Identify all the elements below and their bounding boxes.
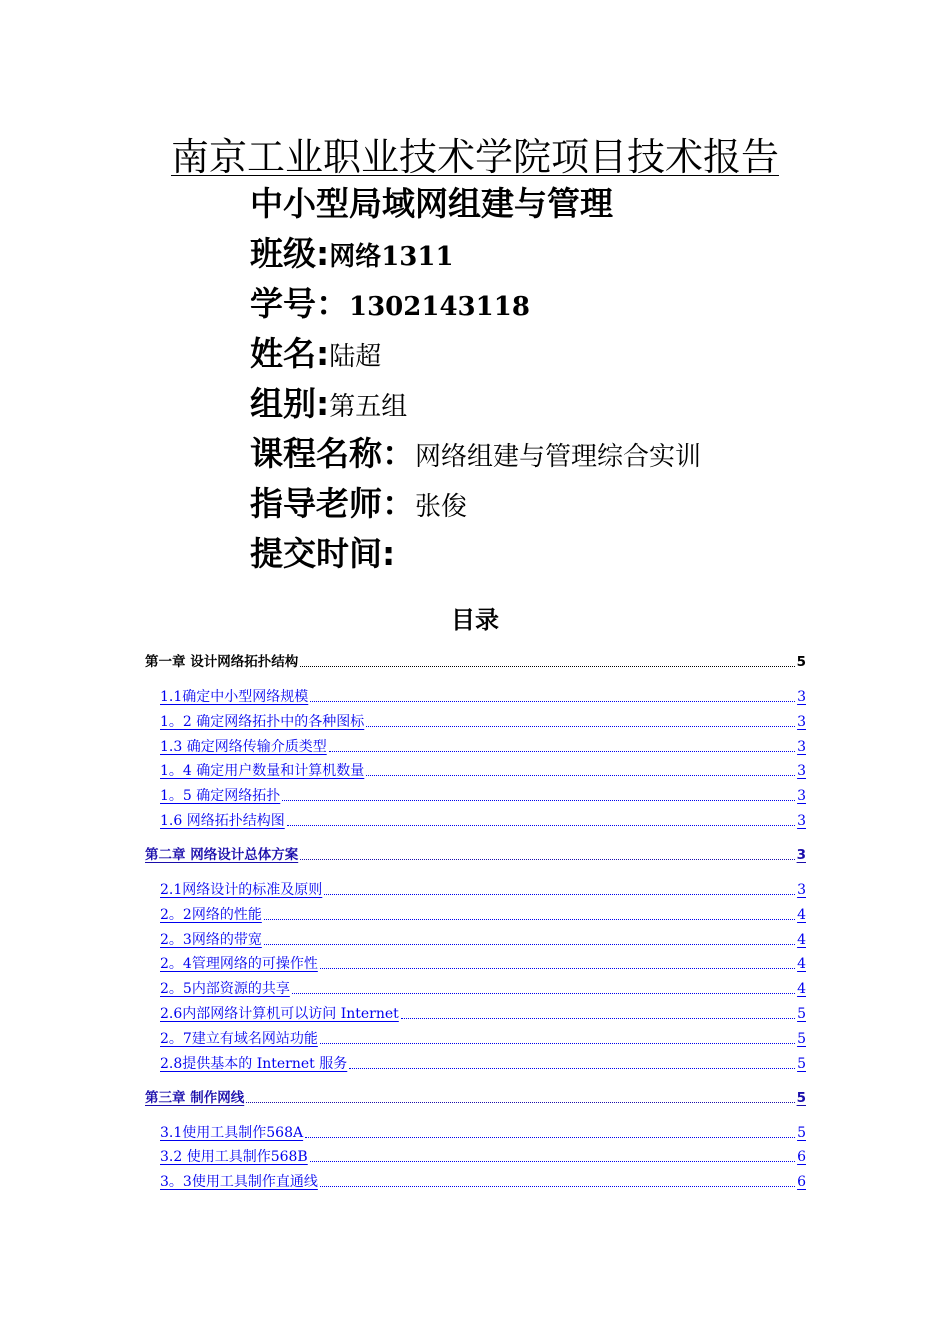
toc-page-number: 5 — [796, 654, 806, 670]
toc-entry-text: 2.8提供基本的 Internet 服务 — [160, 1055, 348, 1072]
toc-section-entry[interactable] — [160, 787, 806, 805]
toc-page-number: 4 — [797, 981, 806, 998]
toc-page-number: 6 — [797, 1149, 806, 1166]
toc-entry-text: 第三章 制作网线 — [145, 1089, 245, 1106]
toc-leader-dots — [329, 751, 795, 752]
toc-section-entry[interactable] — [160, 1173, 806, 1191]
toc-leader-dots — [310, 1161, 795, 1162]
toc-section-entry[interactable] — [160, 738, 806, 756]
toc-leader-dots — [320, 1186, 795, 1187]
toc-entry-text: 2.1网络设计的标准及原则 — [160, 882, 323, 898]
toc-entry-text: 1.3 确定网络传输介质类型 — [160, 738, 327, 755]
toc-section-entry[interactable] — [160, 688, 806, 706]
toc-entry-text: 2.6内部网络计算机可以访问 Internet — [160, 1006, 399, 1022]
toc-section-entry[interactable] — [160, 906, 806, 924]
toc-page-number: 4 — [797, 906, 806, 923]
toc-section-entry[interactable] — [160, 955, 806, 973]
name-label: 姓名: — [250, 334, 330, 373]
toc-leader-dots — [300, 859, 794, 860]
toc-entry-text: 1。4 确定用户数量和计算机数量 — [160, 763, 365, 780]
toc-leader-dots — [246, 1102, 794, 1103]
course-field — [250, 428, 701, 475]
student-id-field — [250, 278, 530, 325]
toc-entry-text: 2。2网络的性能 — [160, 906, 262, 923]
group-value: 第五组 — [329, 392, 408, 422]
student-id-label: 学号： — [250, 284, 349, 323]
toc-leader-dots — [305, 1137, 795, 1138]
course-label: 课程名称： — [250, 434, 415, 473]
toc-section-entry[interactable] — [160, 1124, 806, 1142]
toc-leader-dots — [264, 919, 795, 920]
toc-page-number: 3 — [796, 847, 806, 863]
toc-page-number: 5 — [797, 1124, 806, 1141]
student-id-value: 1302143118 — [349, 292, 530, 322]
toc-section-entry[interactable] — [160, 762, 806, 780]
toc-entry-text: 3。3使用工具制作直通线 — [160, 1174, 318, 1191]
toc-entry-text: 1.1确定中小型网络规模 — [160, 689, 309, 705]
toc-leader-dots — [300, 666, 794, 667]
course-value: 网络组建与管理综合实训 — [415, 442, 702, 472]
toc-page-number: 4 — [797, 931, 806, 948]
toc-leader-dots — [349, 1068, 795, 1069]
toc-entry-text: 1。5 确定网络拓扑 — [160, 788, 281, 805]
toc-leader-dots — [287, 825, 795, 826]
toc-section-entry[interactable] — [160, 1005, 806, 1023]
class-value: 网络1311 — [329, 242, 454, 272]
toc-page-number: 5 — [797, 1055, 806, 1072]
toc-leader-dots — [320, 968, 795, 969]
toc-entry-text: 1。2 确定网络拓扑中的各种图标 — [160, 713, 365, 730]
toc-entry-text: 3.2 使用工具制作568B — [160, 1149, 308, 1166]
toc-chapter-entry[interactable] — [145, 1089, 806, 1107]
toc-section-entry[interactable] — [160, 812, 806, 830]
toc-entry-text: 第二章 网络设计总体方案 — [145, 847, 299, 863]
toc-entry-text: 2。7建立有域名网站功能 — [160, 1030, 318, 1047]
toc-leader-dots — [320, 1043, 795, 1044]
project-subtitle: 中小型局域网组建与管理 — [250, 184, 613, 223]
advisor-value: 张俊 — [415, 492, 468, 522]
toc-section-entry[interactable] — [160, 1030, 806, 1048]
toc-page-number: 3 — [797, 788, 806, 805]
class-field — [250, 228, 454, 275]
toc-page-number: 5 — [797, 1006, 806, 1022]
toc-entry-text: 第一章 设计网络拓扑结构 — [145, 654, 299, 670]
toc-chapter-entry — [145, 653, 806, 671]
toc-section-entry[interactable] — [160, 1148, 806, 1166]
toc-section-entry[interactable] — [160, 1055, 806, 1073]
toc-entry-text: 2。4管理网络的可操作性 — [160, 956, 318, 973]
name-value: 陆超 — [329, 342, 382, 372]
toc-section-entry[interactable] — [160, 713, 806, 731]
name-field — [250, 328, 381, 375]
group-label: 组别: — [250, 384, 330, 423]
toc-leader-dots — [366, 775, 795, 776]
toc-entry-text: 2。5内部资源的共享 — [160, 981, 290, 998]
toc-leader-dots — [264, 944, 795, 945]
toc-page-number: 3 — [797, 713, 806, 730]
toc-chapter-entry[interactable] — [145, 846, 806, 864]
toc-page-number: 5 — [797, 1030, 806, 1047]
toc-section-entry[interactable] — [160, 931, 806, 949]
report-title: 南京工业职业技术学院项目技术报告 — [170, 135, 779, 179]
class-label: 班级: — [250, 234, 330, 273]
toc-page-number: 4 — [797, 956, 806, 973]
toc-section-entry[interactable] — [160, 881, 806, 899]
toc-page-number: 3 — [797, 813, 806, 829]
toc-page-number: 3 — [797, 763, 806, 780]
toc-page-number: 6 — [797, 1174, 806, 1191]
advisor-label: 指导老师： — [250, 484, 415, 523]
toc-leader-dots — [324, 894, 795, 895]
toc-leader-dots — [292, 993, 795, 994]
toc-page-number: 3 — [797, 882, 806, 898]
toc-section-entry[interactable] — [160, 980, 806, 998]
toc-page-number: 3 — [797, 689, 806, 705]
submit-time-field — [250, 528, 395, 575]
toc-page-number: 3 — [797, 738, 806, 755]
toc-entry-text: 1.6 网络拓扑结构图 — [160, 813, 285, 829]
advisor-field — [250, 478, 467, 525]
submit-time-label: 提交时间: — [250, 534, 396, 573]
toc-leader-dots — [401, 1018, 795, 1019]
toc-leader-dots — [366, 726, 795, 727]
toc-leader-dots — [282, 800, 795, 801]
toc-entry-text: 3.1使用工具制作568A — [160, 1124, 304, 1141]
toc-entry-text: 2。3网络的带宽 — [160, 931, 262, 948]
group-field — [250, 378, 407, 425]
toc-page-number: 5 — [796, 1089, 806, 1106]
toc-title: 目录 — [451, 606, 499, 634]
toc-leader-dots — [310, 701, 795, 702]
